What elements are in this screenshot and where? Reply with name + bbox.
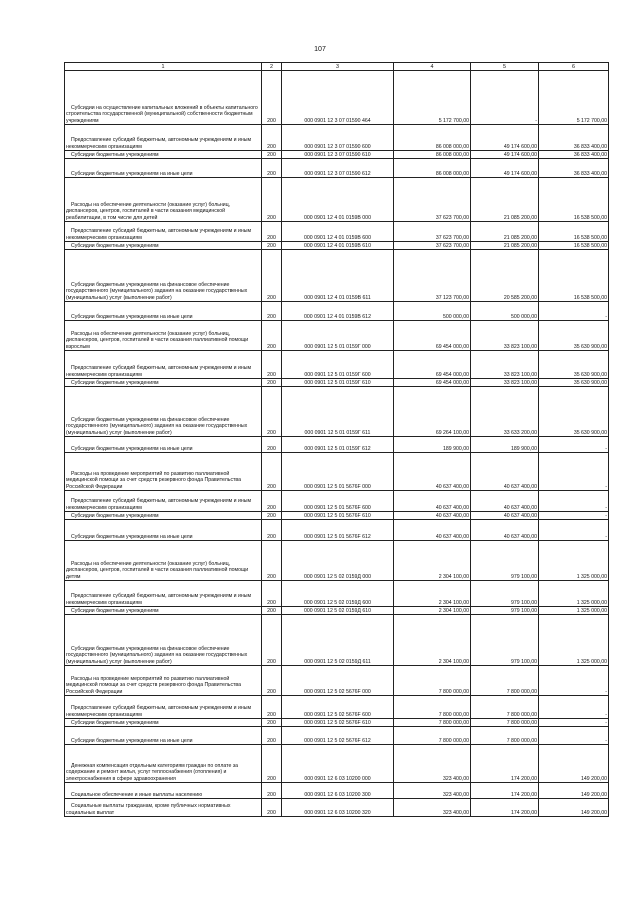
row-value-5: 33 823 100,00 [471,379,539,387]
row-value-6: - [539,727,609,745]
row-value-6: 16 538 500,00 [539,222,609,242]
row-name-cell [65,719,262,727]
row-name: Денежная компенсация отдельным категориям граждан по оплате за содержание и ремонт жилья, услуг теплоснабжения (отопления) и электроснабжения в сфере здравоохранения [66,762,239,782]
row-kbk: 000 0901 12 5 02 0159Д 600 [282,581,394,607]
row-name: Субсидии бюджетным учреждениям [71,512,159,519]
row-value-4: 189 900,00 [394,437,471,453]
row-kbk: 000 0901 12 3 07 01590 600 [282,125,394,151]
row-value-6: 16 538 500,00 [539,178,609,222]
row-kbk: 000 0901 12 4 01 0159В 600 [282,222,394,242]
row-name-cell [65,222,262,242]
row-value-6: - [539,719,609,727]
table-row [65,719,609,727]
row-name-cell [65,745,262,783]
row-kbk: 000 0901 12 5 02 5676F 000 [282,666,394,696]
row-value-6: 149 200,00 [539,783,609,799]
row-value-5: 21 085 200,00 [471,222,539,242]
table-row [65,453,609,491]
row-code: 200 [262,607,282,615]
row-value-4: 7 800 000,00 [394,727,471,745]
row-name-cell [65,125,262,151]
row-kbk: 000 0901 12 5 02 0159Д 611 [282,615,394,666]
row-name: Расходы на обеспечение деятельности (оказание услуг) больниц, диспансеров, центров, госпиталей в части оказания паллиативной помощи взрослым [66,330,249,350]
table-row [65,125,609,151]
row-kbk: 000 0901 12 6 03 10200 300 [282,783,394,799]
row-name-cell [65,491,262,512]
row-value-5: 49 174 600,00 [471,125,539,151]
row-kbk: 000 0901 12 5 01 5676F 000 [282,453,394,491]
row-value-4: 40 637 400,00 [394,512,471,520]
row-value-6: - [539,437,609,453]
row-value-4: 37 123 700,00 [394,250,471,302]
row-name-cell [65,453,262,491]
row-value-5: 33 633 200,00 [471,387,539,437]
row-code: 200 [262,242,282,250]
row-kbk: 000 0901 12 6 03 10200 000 [282,745,394,783]
row-code: 200 [262,125,282,151]
table-row [65,437,609,453]
row-name: Расходы на проведение мероприятий по развитию паллиативной медицинской помощи за счет средств резервного фонда Правительства Российской Федерации [66,675,241,695]
row-name-cell [65,159,262,178]
row-value-4: 69 264 100,00 [394,387,471,437]
row-value-4: 86 008 000,00 [394,159,471,178]
row-value-5: 40 637 400,00 [471,491,539,512]
row-code: 200 [262,799,282,817]
row-kbk: 000 0901 12 5 02 5676F 600 [282,696,394,719]
row-value-5: 979 100,00 [471,581,539,607]
row-value-5: 174 200,00 [471,745,539,783]
row-value-4: 323 400,00 [394,783,471,799]
row-kbk: 000 0901 12 3 07 01590 464 [282,71,394,125]
table-row [65,666,609,696]
row-name: Субсидии бюджетным учреждениям [71,607,159,614]
row-name: Предоставление субсидий бюджетным, автономным учреждениям и иным некоммерческим организациям [66,593,252,606]
row-code: 200 [262,151,282,159]
row-name-cell [65,541,262,581]
table-row [65,491,609,512]
column-header: 6 [539,63,609,71]
row-name: Расходы на обеспечение деятельности (оказание услуг) больниц, диспансеров, центров, госпиталей в части оказания медицинской реабилитации, в том числе для детей [66,201,231,221]
row-value-5: 40 637 400,00 [471,512,539,520]
row-name: Субсидии бюджетным учреждениям [71,151,159,158]
row-name-cell [65,250,262,302]
row-value-4: 40 637 400,00 [394,491,471,512]
row-value-6: - [539,696,609,719]
row-code: 200 [262,719,282,727]
row-name-cell [65,302,262,321]
row-name-cell [65,696,262,719]
row-name: Предоставление субсидий бюджетным, автономным учреждениям и иным некоммерческим организациям [66,365,252,378]
row-kbk: 000 0901 12 5 01 5676F 600 [282,491,394,512]
row-value-4: 37 623 700,00 [394,222,471,242]
row-name-cell [65,615,262,666]
row-code: 200 [262,387,282,437]
row-value-5: 40 637 400,00 [471,520,539,541]
row-value-5: 40 637 400,00 [471,453,539,491]
row-kbk: 000 0901 12 4 01 0159В 000 [282,178,394,222]
row-code: 200 [262,696,282,719]
row-name: Субсидии бюджетным учреждениям [71,719,159,726]
row-name: Субсидии бюджетным учреждениям на иные цели [71,313,193,320]
row-kbk: 000 0901 12 5 01 5676F 612 [282,520,394,541]
row-value-5: 20 585 200,00 [471,250,539,302]
row-value-4: 69 454 000,00 [394,351,471,379]
row-kbk: 000 0901 12 5 02 0159Д 000 [282,541,394,581]
row-value-5: 7 800 000,00 [471,696,539,719]
row-name: Социальное обеспечение и иные выплаты населению [71,791,203,798]
column-header: 4 [394,63,471,71]
column-header-row [65,63,609,71]
row-value-4: 40 637 400,00 [394,453,471,491]
row-value-5: 21 085 200,00 [471,178,539,222]
row-name-cell [65,607,262,615]
row-value-5: 49 174 600,00 [471,159,539,178]
row-name-cell [65,71,262,125]
column-header: 2 [262,63,282,71]
page-number: 107 [314,46,326,53]
row-code: 200 [262,159,282,178]
row-value-4: 37 623 700,00 [394,242,471,250]
row-value-5: 979 100,00 [471,607,539,615]
table-row [65,250,609,302]
row-name: Предоставление субсидий бюджетным, автономным учреждениям и иным некоммерческим организациям [66,498,252,511]
row-code: 200 [262,520,282,541]
row-value-5: 33 823 100,00 [471,321,539,351]
row-kbk: 000 0901 12 5 01 5676F 610 [282,512,394,520]
row-value-4: 2 304 100,00 [394,607,471,615]
row-name-cell [65,520,262,541]
table-row [65,607,609,615]
table-row [65,615,609,666]
row-code: 200 [262,178,282,222]
row-value-5: 7 800 000,00 [471,666,539,696]
row-code: 200 [262,437,282,453]
row-value-5: - [471,71,539,125]
row-code: 200 [262,491,282,512]
row-name: Субсидии бюджетным учреждениям [71,379,159,386]
row-name: Субсидии бюджетным учреждениям на финансовое обеспечение государственного (муниципального) задания на оказание государственных (муниципальных) услуг (выполнение работ) [66,645,248,665]
row-value-5: 189 900,00 [471,437,539,453]
row-value-6: 36 833 400,00 [539,159,609,178]
row-value-4: 2 304 100,00 [394,615,471,666]
row-value-6: 36 833 400,00 [539,125,609,151]
row-kbk: 000 0901 12 5 01 0159Г 600 [282,351,394,379]
row-kbk: 000 0901 12 5 01 0159Г 610 [282,379,394,387]
table-row [65,541,609,581]
row-value-6: 1 325 000,00 [539,541,609,581]
row-value-6: 16 538 500,00 [539,250,609,302]
row-name: Предоставление субсидий бюджетным, автономным учреждениям и иным некоммерческим организациям [66,137,252,150]
row-name-cell [65,581,262,607]
row-value-6: - [539,302,609,321]
table-row [65,159,609,178]
row-name: Субсидии бюджетным учреждениям на иные цели [71,445,193,452]
row-kbk: 000 0901 12 5 01 0159Г 000 [282,321,394,351]
row-code: 200 [262,321,282,351]
table-row [65,71,609,125]
table-row [65,151,609,159]
row-value-4: 323 400,00 [394,799,471,817]
row-value-5: 33 823 100,00 [471,351,539,379]
table-row [65,302,609,321]
row-code: 200 [262,351,282,379]
row-value-4: 86 008 000,00 [394,151,471,159]
row-code: 200 [262,745,282,783]
row-value-6: - [539,520,609,541]
row-kbk: 000 0901 12 5 02 5676F 610 [282,719,394,727]
row-name: Субсидии бюджетным учреждениям на иные цели [71,737,193,744]
row-value-6: 16 538 500,00 [539,242,609,250]
row-value-6: 35 630 900,00 [539,321,609,351]
column-header: 3 [282,63,394,71]
row-code: 200 [262,615,282,666]
row-value-6: 5 172 700,00 [539,71,609,125]
row-name-cell [65,242,262,250]
row-kbk: 000 0901 12 3 07 01590 610 [282,151,394,159]
row-name-cell [65,351,262,379]
row-name: Расходы на проведение мероприятий по развитию паллиативной медицинской помощи за счет средств резервного фонда Правительства Российской Федерации [66,470,241,490]
row-value-4: 86 008 000,00 [394,125,471,151]
row-value-5: 49 174 600,00 [471,151,539,159]
row-value-6: - [539,666,609,696]
row-name-cell [65,783,262,799]
row-value-4: 69 454 000,00 [394,321,471,351]
table-row [65,745,609,783]
row-name: Субсидии бюджетным учреждениям на финансовое обеспечение государственного (муниципального) задания на оказание государственных (муниципальных) услуг (выполнение работ) [66,281,248,301]
row-value-6: 149 200,00 [539,745,609,783]
table-row [65,351,609,379]
row-value-5: 21 085 200,00 [471,242,539,250]
row-name: Субсидии бюджетным учреждениям на иные цели [71,533,193,540]
row-value-5: 979 100,00 [471,541,539,581]
column-header: 5 [471,63,539,71]
table-row [65,512,609,520]
row-code: 200 [262,512,282,520]
row-value-5: 7 800 000,00 [471,727,539,745]
row-code: 200 [262,222,282,242]
row-value-4: 7 800 000,00 [394,666,471,696]
row-value-6: 1 325 000,00 [539,607,609,615]
row-name-cell [65,379,262,387]
row-name-cell [65,799,262,817]
row-name: Субсидии на осуществление капитальных вложений в объекты капитального строительства государственной (муниципальной) собственности бюджетным учреждениям [66,104,258,124]
row-kbk: 000 0901 12 5 01 0159Г 612 [282,437,394,453]
row-name-cell [65,151,262,159]
row-value-5: 500 000,00 [471,302,539,321]
row-kbk: 000 0901 12 4 01 0159В 611 [282,250,394,302]
row-code: 200 [262,541,282,581]
row-value-6: - [539,512,609,520]
row-value-6: - [539,453,609,491]
column-header: 1 [65,63,262,71]
row-value-5: 174 200,00 [471,783,539,799]
table-row [65,520,609,541]
row-kbk: 000 0901 12 4 01 0159В 610 [282,242,394,250]
row-value-6: 35 630 900,00 [539,387,609,437]
row-name: Социальные выплаты гражданам, кроме публичных нормативных социальных выплат [66,803,231,816]
row-value-6: 35 630 900,00 [539,379,609,387]
row-value-5: 979 100,00 [471,615,539,666]
row-name-cell [65,727,262,745]
row-value-6: 36 833 400,00 [539,151,609,159]
row-value-6: 35 630 900,00 [539,351,609,379]
row-name: Предоставление субсидий бюджетным, автономным учреждениям и иным некоммерческим организациям [66,705,252,718]
row-code: 200 [262,302,282,321]
table-row [65,242,609,250]
row-value-6: 149 200,00 [539,799,609,817]
row-kbk: 000 0901 12 5 02 0159Д 610 [282,607,394,615]
row-value-6: 1 325 000,00 [539,615,609,666]
row-value-4: 500 000,00 [394,302,471,321]
row-code: 200 [262,666,282,696]
row-name-cell [65,512,262,520]
row-kbk: 000 0901 12 3 07 01590 612 [282,159,394,178]
table-row [65,222,609,242]
row-value-5: 174 200,00 [471,799,539,817]
row-value-4: 40 637 400,00 [394,520,471,541]
row-code: 200 [262,453,282,491]
row-code: 200 [262,71,282,125]
row-value-6: 1 325 000,00 [539,581,609,607]
row-name-cell [65,321,262,351]
table-row [65,581,609,607]
row-value-4: 37 623 700,00 [394,178,471,222]
row-value-4: 2 304 100,00 [394,581,471,607]
row-code: 200 [262,727,282,745]
row-code: 200 [262,581,282,607]
row-kbk: 000 0901 12 5 01 0159Г 611 [282,387,394,437]
row-value-4: 7 800 000,00 [394,719,471,727]
row-name: Субсидии бюджетным учреждениям [71,242,159,249]
table-row [65,178,609,222]
table-row [65,783,609,799]
row-kbk: 000 0901 12 5 02 5676F 612 [282,727,394,745]
row-kbk: 000 0901 12 6 03 10200 320 [282,799,394,817]
row-value-4: 5 172 700,00 [394,71,471,125]
row-value-4: 2 304 100,00 [394,541,471,581]
row-value-4: 69 454 000,00 [394,379,471,387]
row-code: 200 [262,379,282,387]
row-value-4: 7 800 000,00 [394,696,471,719]
row-name-cell [65,387,262,437]
row-value-6: - [539,491,609,512]
table-row [65,696,609,719]
row-value-5: 7 800 000,00 [471,719,539,727]
row-name: Субсидии бюджетным учреждениям на финансовое обеспечение государственного (муниципального) задания на оказание государственных (муниципальных) услуг (выполнение работ) [66,416,248,436]
table-row [65,379,609,387]
row-name: Предоставление субсидий бюджетным, автономным учреждениям и иным некоммерческим организациям [66,228,252,241]
table-row [65,799,609,817]
row-name: Расходы на обеспечение деятельности (оказание услуг) больниц, диспансеров, центров, госпиталей в части оказания паллиативной помощи детям [66,560,249,580]
row-code: 200 [262,783,282,799]
row-kbk: 000 0901 12 4 01 0159В 612 [282,302,394,321]
row-value-4: 323 400,00 [394,745,471,783]
row-name-cell [65,666,262,696]
table-row [65,387,609,437]
table-row [65,727,609,745]
table-row [65,321,609,351]
row-code: 200 [262,250,282,302]
budget-table [64,62,609,817]
row-name: Субсидии бюджетным учреждениям на иные цели [71,170,193,177]
row-name-cell [65,437,262,453]
row-name-cell [65,178,262,222]
